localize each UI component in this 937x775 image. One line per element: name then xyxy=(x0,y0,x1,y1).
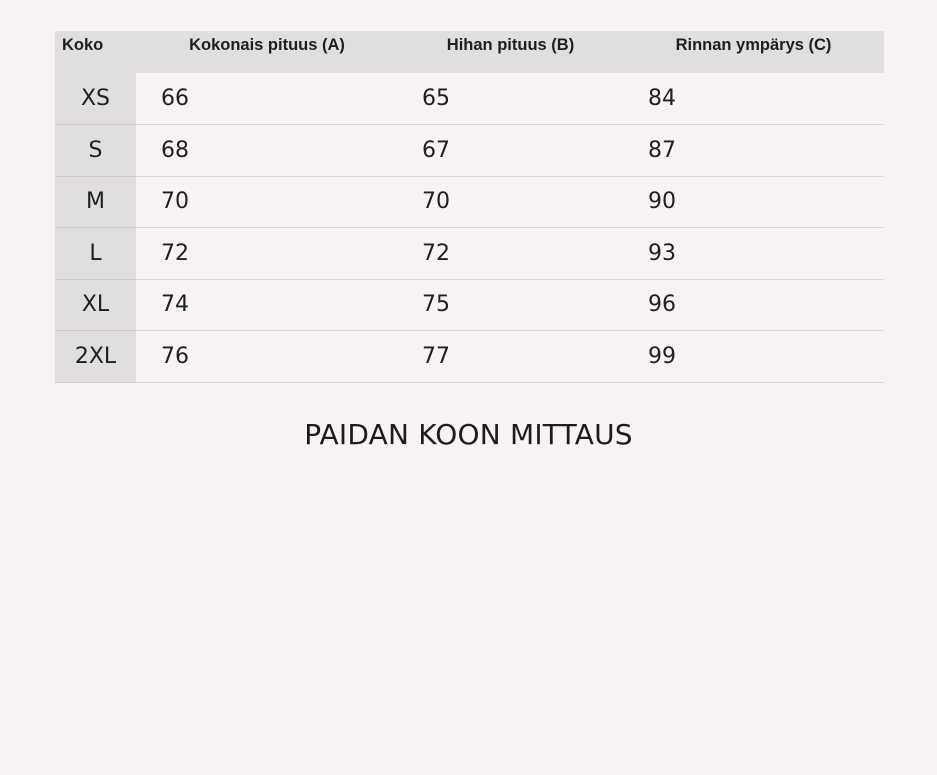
cell-total-length: 68 xyxy=(136,125,398,177)
table-row xyxy=(55,176,884,228)
cell-total-length: 70 xyxy=(136,176,398,228)
table-row xyxy=(55,73,884,125)
cell-size: 2XL xyxy=(55,331,136,383)
table-row xyxy=(55,125,884,177)
cell-chest: 99 xyxy=(623,331,884,383)
cell-size: M xyxy=(55,176,136,228)
table-row xyxy=(55,331,884,383)
cell-sleeve-length: 65 xyxy=(398,73,623,125)
cell-sleeve-length: 72 xyxy=(398,228,623,280)
size-chart-body xyxy=(55,73,884,382)
cell-sleeve-length: 67 xyxy=(398,125,623,177)
cell-sleeve-length: 75 xyxy=(398,279,623,331)
cell-size: XL xyxy=(55,279,136,331)
cell-size: L xyxy=(55,228,136,280)
cell-sleeve-length: 70 xyxy=(398,176,623,228)
table-row xyxy=(55,228,884,280)
section-title: PAIDAN KOON MITTAUS xyxy=(304,418,633,451)
cell-total-length: 72 xyxy=(136,228,398,280)
cell-sleeve-length: 77 xyxy=(398,331,623,383)
cell-chest: 84 xyxy=(623,73,884,125)
cell-chest: 96 xyxy=(623,279,884,331)
cell-total-length: 74 xyxy=(136,279,398,331)
header-total-length: Kokonais pituus (A) xyxy=(189,36,345,54)
header-sleeve-length: Hihan pituus (B) xyxy=(446,36,575,54)
cell-size: XS xyxy=(55,73,136,125)
cell-total-length: 66 xyxy=(136,73,398,125)
size-chart-table xyxy=(55,31,884,383)
cell-chest: 90 xyxy=(623,176,884,228)
header-row xyxy=(55,31,884,73)
header-chest: Rinnan ympärys (C) xyxy=(675,36,832,54)
size-chart-header xyxy=(55,31,884,73)
header-size: Koko xyxy=(62,36,104,54)
cell-total-length: 76 xyxy=(136,331,398,383)
cell-size: S xyxy=(55,125,136,177)
cell-chest: 93 xyxy=(623,228,884,280)
table-row xyxy=(55,279,884,331)
cell-chest: 87 xyxy=(623,125,884,177)
